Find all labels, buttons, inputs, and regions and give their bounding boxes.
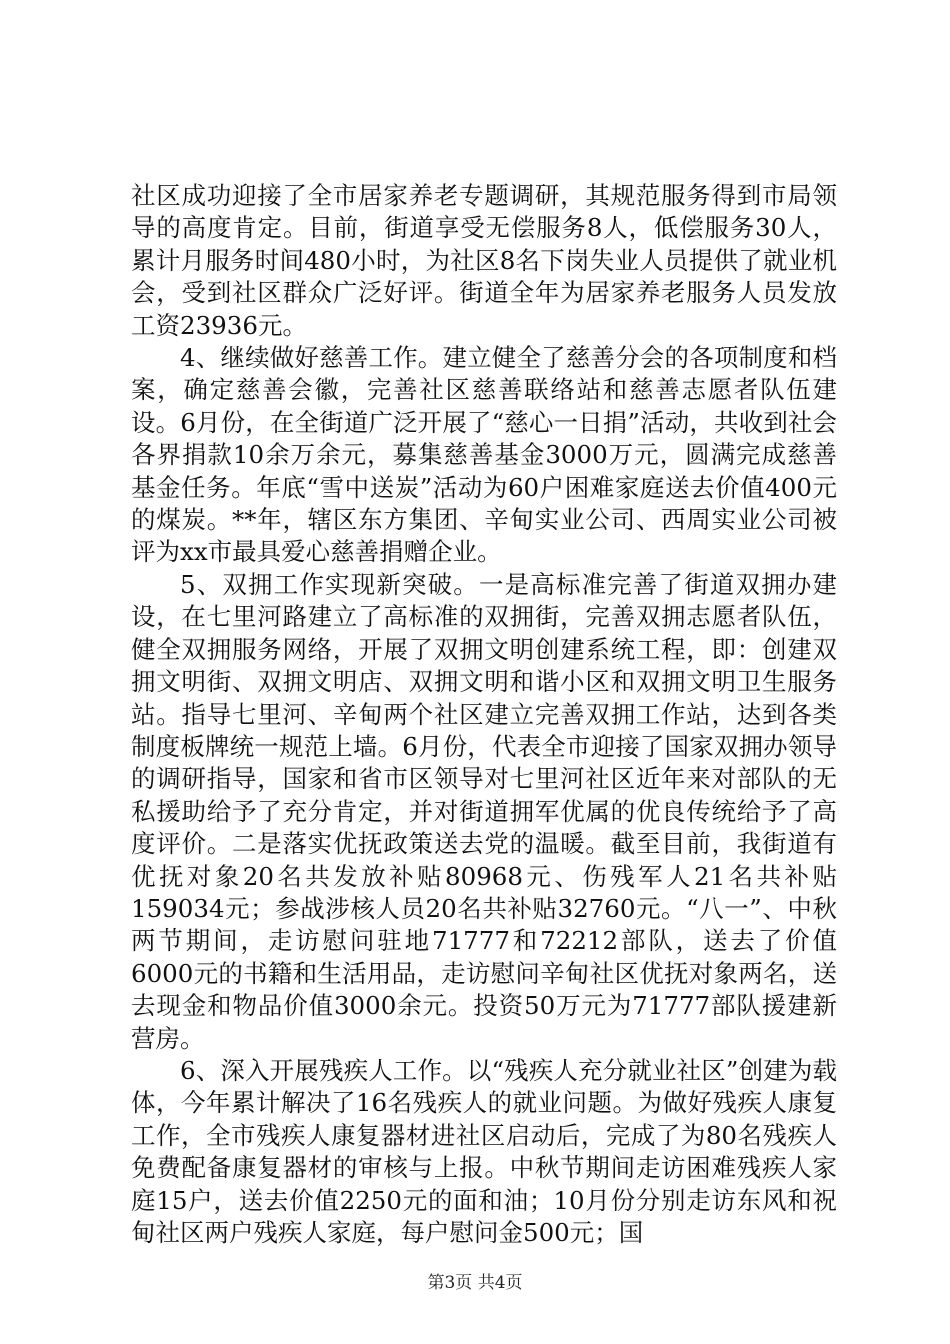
document-body <box>131 180 837 1249</box>
paragraph-military-support: 5、双拥工作实现新突破。一是高标准完善了街道双拥办建设，在七里河路建立了高标准的双拥街，完善双拥志愿者队伍，健全双拥服务网络，开展了双拥文明创建系统工程，即：创建双拥文明街、双拥文明店、双拥文明和谐小区和双拥文明卫生服务站。指导七里河、辛甸两个社区建立完善双拥工作站，达到各类制度板牌统一规范上墙。6月份，代表全市迎接了国家双拥办领导的调研指导，国家和省市区领导对七里河社区近年来对部队的无私援助给予了充分肯定，并对街道拥军优属的优良传统给予了高度评价。二是落实优抚政策送去党的温暖。截至目前，我街道有优抚对象20名共发放补贴80968元、伤残军人21名共补贴159034元；参战涉核人员20名共补贴32760元。“八一”、中秋两节期间，走访慰问驻地71777和72212部队，送去了价值6000元的书籍和生活用品，走访慰问辛甸社区优抚对象两名，送去现金和物品价值3000余元。投资50万元为71777部队援建新营房。 <box>131 569 837 1053</box>
paragraph-elderly-care: 社区成功迎接了全市居家养老专题调研，其规范服务得到市局领导的高度肯定。目前，街道享受无偿服务8人，低偿服务30人，累计月服务时间480小时，为社区8名下岗失业人员提供了就业机会，受到社区群众广泛好评。街道全年为居家养老服务人员发放工资23936元。 <box>131 181 837 340</box>
paragraph-disabled-persons: 6、深入开展残疾人工作。以“残疾人充分就业社区”创建为载体，今年累计解决了16名残疾人的就业问题。为做好残疾人康复工作，全市残疾人康复器材进社区启动后，完成了为80名残疾人免费配备康复器材的审核与上报。中秋节期间走访困难残疾人家庭15户，送去价值2250元的面和油；10月份分别走访东风和祝甸社区两户残疾人家庭，每户慰问金500元；国 <box>131 1055 837 1247</box>
page-number-label: 第3页 共4页 <box>427 1273 523 1293</box>
page-footer <box>0 1268 950 1293</box>
paragraph-charity: 4、继续做好慈善工作。建立健全了慈善分会的各项制度和档案，确定慈善会徽，完善社区慈善联络站和慈善志愿者队伍建设。6月份，在全街道广泛开展了“慈心一日捐”活动，共收到社会各界捐款10余万余元，募集慈善基金3000万元，圆满完成慈善基金任务。年底“雪中送炭”活动为60户困难家庭送去价值400元的煤炭。**年，辖区东方集团、辛甸实业公司、西周实业公司被评为xx市最具爱心慈善捐赠企业。 <box>131 343 837 567</box>
